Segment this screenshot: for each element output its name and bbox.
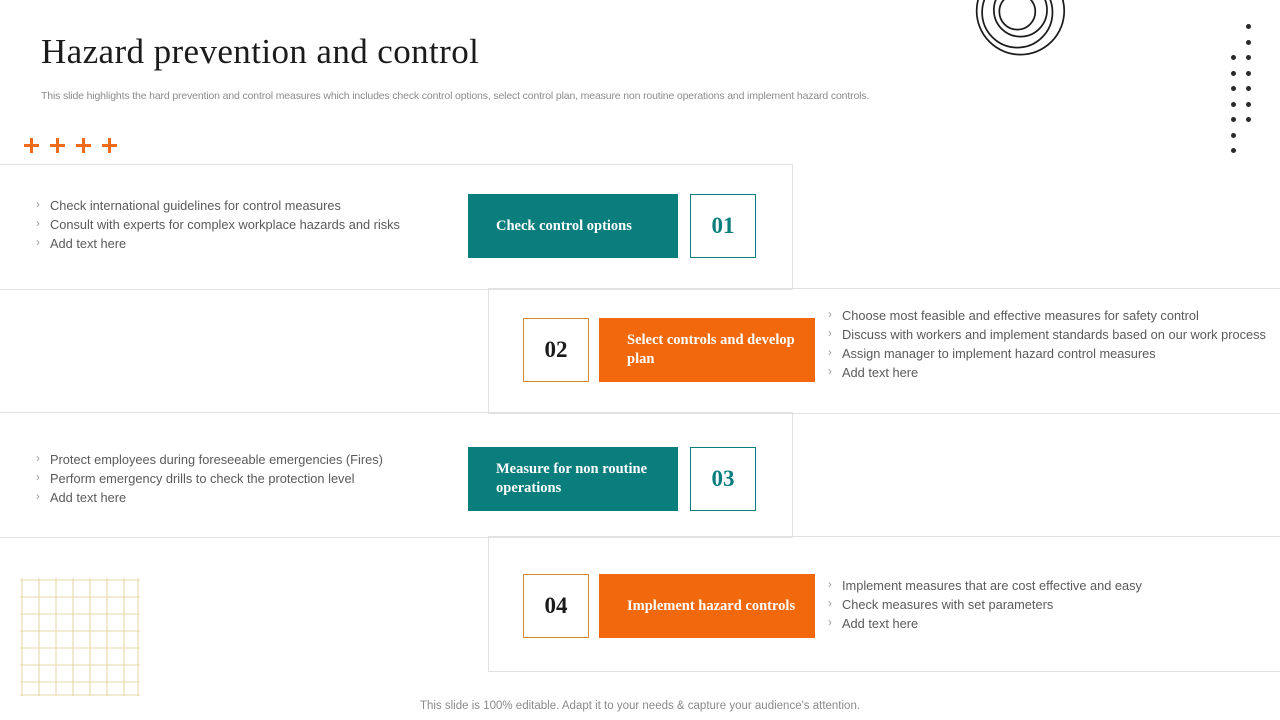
- chevron-right-icon: ›: [828, 328, 832, 340]
- bullet-text: Protect employees during foreseeable emergencies (Fires): [50, 452, 383, 467]
- decorative-dot: [1246, 71, 1251, 76]
- bullet-item: [36, 215, 461, 234]
- step-3-label[interactable]: Measure for non routine operations: [468, 447, 678, 511]
- bullet-item: [828, 614, 1278, 633]
- chevron-right-icon: ›: [828, 617, 832, 629]
- chevron-right-icon: ›: [828, 598, 832, 610]
- step-3-number[interactable]: 03: [690, 447, 756, 511]
- bullet-item: [36, 234, 461, 253]
- step-2-number[interactable]: 02: [523, 318, 589, 382]
- bullet-text: Choose most feasible and effective measures for safety control: [842, 308, 1199, 323]
- chevron-right-icon: ›: [36, 472, 40, 484]
- chevron-right-icon: ›: [36, 491, 40, 503]
- bullet-text: Implement measures that are cost effective and easy: [842, 578, 1142, 593]
- step-4-label[interactable]: Implement hazard controls: [599, 574, 815, 638]
- bullet-item: [36, 488, 461, 507]
- bullet-item: [828, 306, 1278, 325]
- step-row-2: [488, 288, 1280, 412]
- bullet-item: [36, 450, 461, 469]
- plus-decoration: [24, 138, 117, 153]
- step-1-label[interactable]: Check control options: [468, 194, 678, 258]
- decorative-dot: [1231, 102, 1236, 107]
- bullet-text: Add text here: [50, 236, 127, 251]
- concentric-circles-icon: [958, 0, 1086, 64]
- chevron-right-icon: ›: [36, 237, 40, 249]
- decorative-dot: [1246, 55, 1251, 60]
- bullet-item: [36, 196, 461, 215]
- decorative-dot: [1246, 40, 1251, 45]
- footer-note: This slide is 100% editable. Adapt it to your needs & capture your audience's attention.: [419, 700, 861, 712]
- grid-decoration: [20, 578, 140, 696]
- chevron-right-icon: ›: [828, 366, 832, 378]
- chevron-right-icon: ›: [828, 579, 832, 591]
- step-4-number[interactable]: 04: [523, 574, 589, 638]
- decorative-dot: [1231, 86, 1236, 91]
- step-row-4: [488, 536, 1280, 670]
- bullet-text: Add text here: [842, 616, 919, 631]
- step-4-bullets: [828, 576, 1278, 633]
- plus-icon: [76, 138, 91, 153]
- step-1-bullets: [36, 196, 461, 253]
- step-3-bullets: [36, 450, 461, 507]
- step-2-bullets: [828, 306, 1278, 382]
- decorative-dot: [1231, 117, 1236, 122]
- chevron-right-icon: ›: [36, 218, 40, 230]
- decorative-dot: [1231, 71, 1236, 76]
- bullet-text: Add text here: [50, 490, 127, 505]
- bullet-item: [828, 325, 1278, 344]
- chevron-right-icon: ›: [36, 453, 40, 465]
- bullet-item: [36, 469, 461, 488]
- decorative-dot: [1231, 133, 1236, 138]
- bullet-text: Check international guidelines for control measures: [50, 198, 341, 213]
- bullet-text: Add text here: [842, 365, 919, 380]
- step-1-number[interactable]: 01: [690, 194, 756, 258]
- step-2-label[interactable]: Select controls and develop plan: [599, 318, 815, 382]
- decorative-dot: [1231, 148, 1236, 153]
- chevron-right-icon: ›: [828, 347, 832, 359]
- chevron-right-icon: ›: [36, 199, 40, 211]
- decorative-dot: [1246, 117, 1251, 122]
- bullet-item: [828, 576, 1278, 595]
- decorative-dot: [1231, 55, 1236, 60]
- decorative-dot: [1246, 24, 1251, 29]
- chevron-right-icon: ›: [828, 309, 832, 321]
- plus-icon: [24, 138, 39, 153]
- bullet-text: Check measures with set parameters: [842, 597, 1054, 612]
- bullet-text: Perform emergency drills to check the protection level: [50, 471, 355, 486]
- page-subtitle: This slide highlights the hard prevention and control measures which includes check control options, select control plan, measure non routine operations and implement hazard controls.: [41, 90, 870, 102]
- bullet-text: Discuss with workers and implement standards based on our work process: [842, 327, 1266, 342]
- plus-icon: [102, 138, 117, 153]
- page-title: Hazard prevention and control: [41, 32, 480, 71]
- step-row-1: [0, 164, 792, 288]
- bullet-text: Consult with experts for complex workplace hazards and risks: [50, 217, 400, 232]
- decorative-dot: [1246, 86, 1251, 91]
- step-row-3: [0, 412, 792, 536]
- bullet-text: Assign manager to implement hazard control measures: [842, 346, 1156, 361]
- plus-icon: [50, 138, 65, 153]
- bullet-item: [828, 344, 1278, 363]
- bullet-item: [828, 595, 1278, 614]
- bullet-item: [828, 363, 1278, 382]
- decorative-dot: [1246, 102, 1251, 107]
